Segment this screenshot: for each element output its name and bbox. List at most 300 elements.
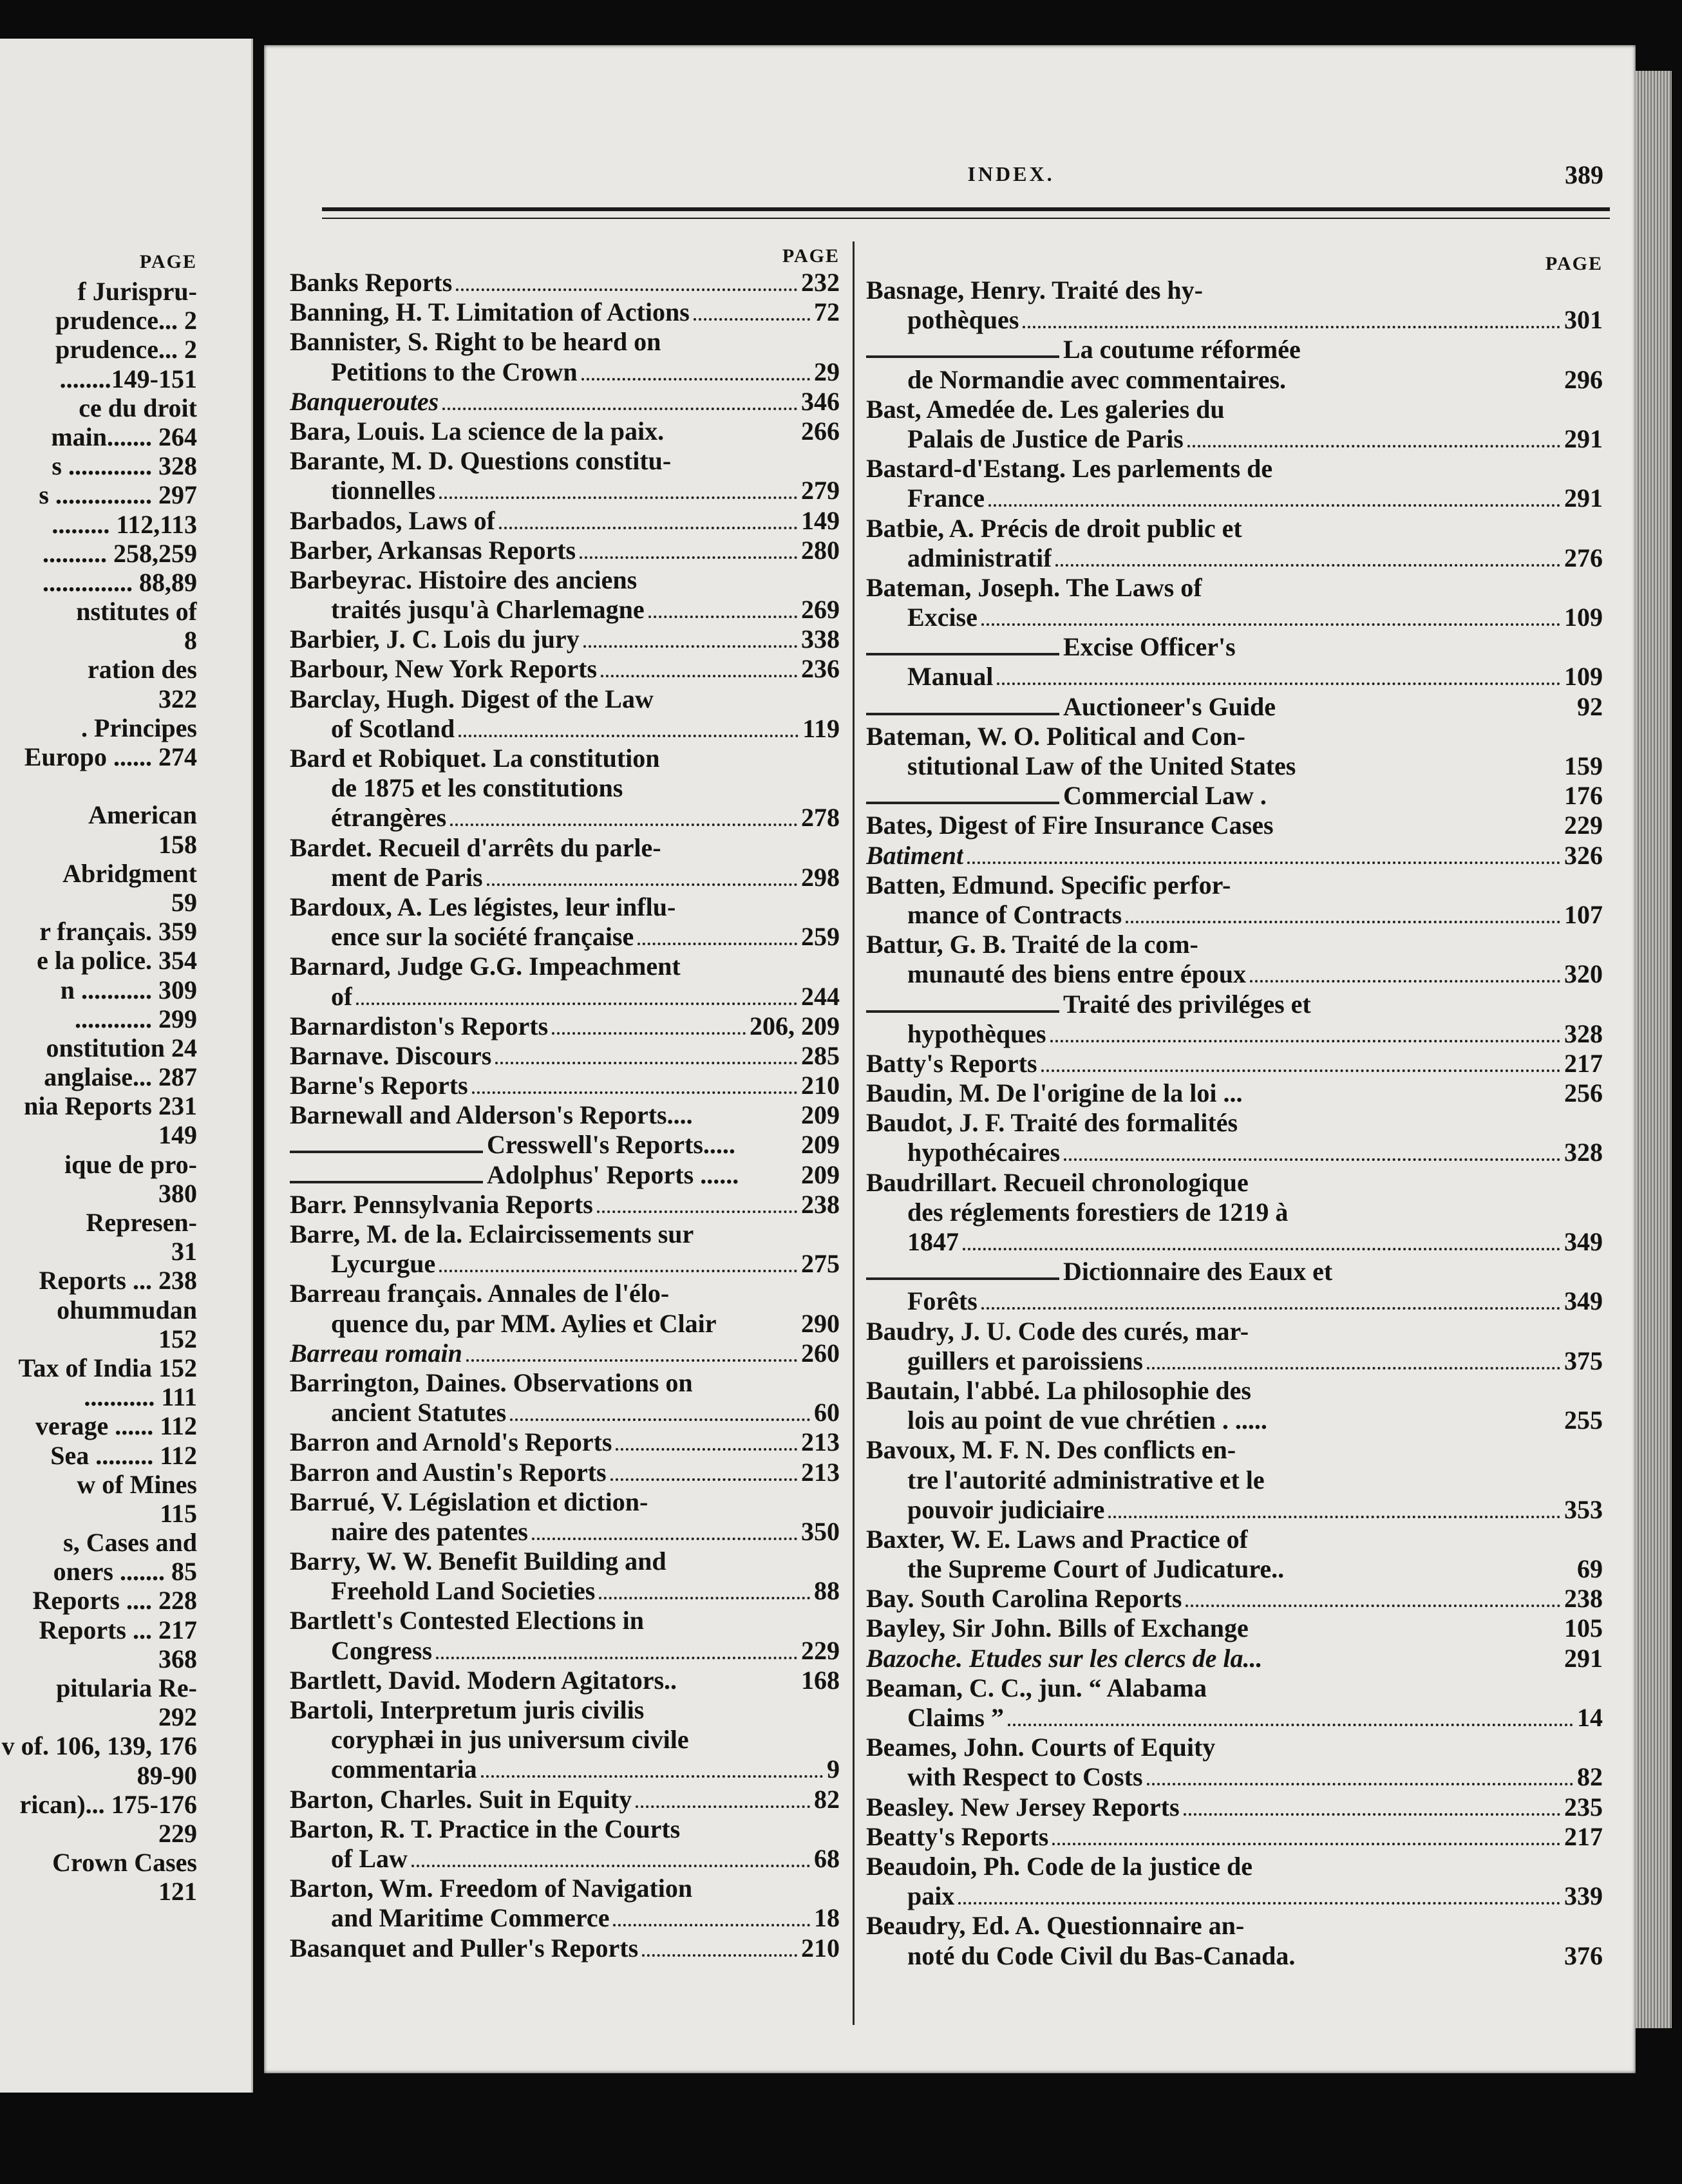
index-entry-line (866, 722, 1607, 751)
entry-text: pouvoir judiciaire (907, 1494, 1105, 1524)
left-page-line: ohummudan (57, 1295, 197, 1324)
index-entry (866, 930, 1607, 989)
left-page-line: 368 (158, 1644, 197, 1673)
index-entry-line (866, 632, 1607, 662)
index-entry (866, 1049, 1607, 1078)
index-entry-continuation (290, 1725, 844, 1755)
entry-text: Bay. South Carolina Reports (866, 1584, 1182, 1614)
column-page-label: PAGE (1545, 253, 1603, 274)
index-entry-continuation (866, 1406, 1607, 1435)
dot-leader (481, 1775, 823, 1778)
index-entry-continuation (290, 803, 844, 833)
index-entry-line (290, 1160, 844, 1190)
left-page-line: s ............. 328 (52, 451, 197, 481)
entry-text: Barnardiston's Reports (290, 1011, 549, 1040)
index-entry-line (866, 1376, 1607, 1406)
left-page-line: main....... 264 (51, 422, 197, 451)
index-entry (290, 1041, 844, 1071)
index-entry-line (290, 1934, 844, 1963)
index-entry-line (290, 1458, 844, 1487)
index-entry-line (290, 1368, 844, 1398)
entry-page-number: 235 (1564, 1792, 1603, 1822)
index-entry (866, 1822, 1607, 1852)
entry-text: tre l'autorité administrative et le (907, 1465, 1265, 1494)
entry-page-number: 278 (801, 803, 840, 833)
left-page-lines (0, 277, 197, 1906)
index-entry-continuation (290, 1755, 844, 1784)
index-entry (290, 1695, 844, 1785)
index-entry-line (866, 1168, 1607, 1198)
entry-text: de Normandie avec commentaires. (907, 364, 1287, 394)
index-entry-line (866, 1822, 1607, 1852)
dot-leader (495, 1062, 797, 1064)
dot-leader (997, 682, 1560, 685)
entry-text: Lycurgue (331, 1249, 436, 1279)
ditto-rule (290, 1181, 483, 1183)
dot-leader (1147, 1783, 1573, 1785)
dot-leader (356, 1003, 797, 1005)
left-page-line: 59 (171, 887, 197, 917)
index-entry-line (866, 1525, 1607, 1554)
entry-text: Banks Reports (290, 268, 453, 297)
index-entry-line (290, 1041, 844, 1071)
index-entry-line (866, 1317, 1607, 1346)
index-entry (866, 1168, 1607, 1257)
index-entry (866, 1733, 1607, 1792)
entry-page-number: 269 (801, 595, 840, 625)
index-entry-continuation (290, 922, 844, 952)
entry-text: Barclay, Hugh. Digest of the Law (290, 684, 654, 713)
entry-text: Basnage, Henry. Traité des hy- (866, 276, 1203, 305)
entry-text: Barron and Austin's Reports (290, 1457, 607, 1487)
left-page-line: prudence... 2 (55, 306, 197, 335)
left-page-line: v of. 106, 139, 176 (1, 1731, 197, 1761)
entry-text: Batty's Reports (866, 1048, 1037, 1078)
left-page-line: e la police. 354 (37, 946, 197, 975)
index-entry (866, 1614, 1607, 1643)
dot-leader (1184, 1813, 1560, 1816)
header-rule-thin (322, 218, 1610, 219)
left-page-line: s ............... 297 (39, 480, 197, 510)
index-entry-line (866, 1673, 1607, 1703)
ditto-rule (290, 1151, 483, 1153)
index-entry (290, 1190, 844, 1219)
dot-leader (580, 556, 797, 559)
entry-page-number: 217 (1564, 1822, 1603, 1851)
left-page-line: pitularia Re- (56, 1673, 197, 1702)
index-entry-line (290, 833, 844, 863)
entry-page-number: 276 (1564, 543, 1603, 572)
entry-text: coryphæi in jus universum civile (331, 1725, 689, 1755)
entry-page-number: 213 (801, 1427, 840, 1457)
index-entry (290, 1874, 844, 1933)
index-entry (290, 1785, 844, 1814)
index-entry-continuation (866, 1286, 1607, 1316)
left-page-line: Sea ......... 112 (50, 1440, 197, 1470)
index-entry (290, 833, 844, 892)
entry-text: Forêts (907, 1286, 978, 1316)
index-entry-line (290, 1487, 844, 1517)
entry-text: the Supreme Court of Judicature.. (907, 1554, 1285, 1584)
entry-text: Barry, W. W. Benefit Building and (290, 1547, 666, 1576)
index-entry-line (866, 1049, 1607, 1078)
entry-page-number: 320 (1564, 959, 1603, 989)
index-entry (866, 1673, 1607, 1733)
left-page-line: s, Cases and (63, 1528, 197, 1558)
index-entry-line (290, 1785, 844, 1814)
index-entry-continuation (866, 1019, 1607, 1049)
index-entry-continuation (866, 662, 1607, 692)
left-page-line: .............. 88,89 (43, 567, 197, 597)
index-entry (290, 417, 844, 446)
index-entry-continuation (866, 1138, 1607, 1167)
entry-text: Beaudry, Ed. A. Questionnaire an- (866, 1911, 1245, 1941)
entry-page-number: 301 (1564, 305, 1603, 335)
entry-text: Bartlett, David. Modern Agitators.. (290, 1665, 677, 1695)
index-entry (866, 781, 1607, 811)
entry-text: Barr. Pennsylvania Reports (290, 1189, 593, 1219)
dot-leader (636, 1805, 810, 1808)
index-entry (866, 692, 1607, 722)
left-page-line: Abridgment (62, 858, 197, 888)
left-page-line: ........149-151 (59, 364, 197, 393)
entry-text: Baudrillart. Recueil chronologique (866, 1167, 1249, 1197)
entry-page-number: 328 (1564, 1138, 1603, 1167)
left-page-line: ........... 111 (84, 1382, 197, 1412)
entry-text: Excise (907, 603, 978, 632)
dot-leader (532, 1538, 797, 1540)
index-entry (290, 1458, 844, 1487)
index-entry-continuation (866, 1762, 1607, 1792)
column-divider (853, 241, 855, 2025)
column-page-label: PAGE (782, 245, 840, 267)
index-entry (866, 1584, 1607, 1614)
entry-page-number: 339 (1564, 1881, 1603, 1911)
entry-text: Batiment (866, 840, 964, 870)
index-entry-line (290, 1547, 844, 1576)
dot-leader (442, 408, 797, 410)
entry-text: des réglements forestiers de 1219 à (907, 1197, 1289, 1227)
entry-page-number: 159 (1564, 751, 1603, 780)
index-entry-line (866, 1644, 1607, 1673)
entry-text: Bannister, S. Right to be heard on (290, 327, 661, 357)
index-entry (290, 1606, 844, 1665)
index-entry (290, 744, 844, 833)
index-entry-continuation (290, 714, 844, 744)
entry-page-number: 280 (801, 535, 840, 565)
entry-page-number: 210 (801, 1933, 840, 1963)
index-entry-continuation (866, 603, 1607, 632)
entry-text: Baudin, M. De l'origine de la loi ... (866, 1078, 1243, 1108)
left-page-line: 380 (158, 1178, 197, 1208)
index-entry (290, 446, 844, 505)
ditto-rule (866, 802, 1059, 804)
index-entry-line (866, 276, 1607, 305)
left-page-line: nia Reports 231 (24, 1091, 197, 1121)
index-entry-continuation (866, 484, 1607, 513)
index-entry (290, 327, 844, 386)
index-entry-line (866, 1614, 1607, 1643)
entry-text: ment de Paris (331, 862, 483, 892)
left-page-line: Crown Cases (52, 1848, 197, 1878)
left-page-line: Europo ...... 274 (24, 742, 197, 771)
left-page-line: f Jurispru- (77, 277, 197, 306)
dot-leader (1250, 980, 1560, 983)
left-page-line: r français. 359 (39, 917, 197, 946)
index-entry (866, 335, 1607, 394)
entry-text: France (907, 484, 985, 513)
entry-text: Barnave. Discours (290, 1040, 492, 1070)
entry-page-number: 338 (801, 625, 840, 654)
entry-page-number: 349 (1564, 1286, 1603, 1316)
entry-text: of Scotland (331, 713, 455, 743)
index-entry-line (866, 1852, 1607, 1881)
entry-text: lois au point de vue chrétien . ..... (907, 1406, 1267, 1435)
entry-text: Barbeyrac. Histoire des anciens (290, 565, 638, 594)
dot-leader (499, 527, 797, 529)
index-entry-line (290, 1814, 844, 1844)
index-entry-continuation (290, 1844, 844, 1874)
dot-leader (958, 1902, 1560, 1905)
entry-page-number: 209 (801, 1130, 840, 1160)
entry-page-number: 92 (1577, 692, 1603, 721)
entry-text: Barre, M. de la. Eclaircissements sur (290, 1219, 694, 1248)
index-entry-line (290, 1190, 844, 1219)
index-entry-continuation (866, 1941, 1607, 1971)
entry-page-number: 350 (801, 1516, 840, 1546)
index-entry (866, 1257, 1607, 1316)
entry-text: Palais de Justice de Paris (907, 424, 1184, 453)
index-entry-continuation (290, 476, 844, 505)
entry-text: Banqueroutes (290, 386, 439, 416)
left-page-line: . Principes (81, 713, 197, 742)
dot-leader (981, 623, 1560, 626)
index-entry-line (290, 1130, 844, 1160)
entry-text: 1847 (907, 1227, 959, 1256)
dot-leader (458, 735, 798, 737)
dot-leader (981, 1307, 1560, 1310)
index-entry-line (866, 454, 1607, 484)
entry-text: Bast, Amedée de. Les galeries du (866, 394, 1225, 424)
entry-text: Beatty's Reports (866, 1822, 1049, 1851)
entry-page-number: 210 (801, 1071, 840, 1100)
entry-text: de 1875 et les constitutions (331, 773, 623, 803)
index-entry (866, 632, 1607, 692)
entry-page-number: 9 (827, 1755, 840, 1784)
dot-leader (599, 1597, 810, 1599)
index-entry-line (866, 1257, 1607, 1286)
dot-leader (411, 1865, 810, 1867)
index-entry-line (290, 625, 844, 654)
entry-text: Barreau romain (290, 1338, 462, 1368)
dot-leader (436, 1657, 797, 1659)
dot-leader (1187, 445, 1560, 447)
index-entry-continuation (290, 1903, 844, 1933)
entry-text: Barton, Wm. Freedom of Navigation (290, 1874, 693, 1903)
left-page-line: 89-90 (137, 1760, 197, 1790)
entry-page-number: 353 (1564, 1494, 1603, 1524)
index-entry (290, 1427, 844, 1457)
left-page-line: .......... 258,259 (43, 538, 197, 568)
index-entry (866, 276, 1607, 335)
entry-page-number: 14 (1577, 1703, 1603, 1732)
entry-text: Bateman, W. O. Political and Con- (866, 721, 1245, 751)
entry-page-number: 176 (1564, 781, 1603, 811)
ditto-rule (866, 1010, 1059, 1013)
index-entry-continuation (866, 1881, 1607, 1911)
left-page-line: oners ....... 85 (53, 1557, 197, 1586)
dot-leader (1055, 564, 1560, 567)
index-entry-line (290, 1427, 844, 1457)
entry-text: Bardoux, A. Les légistes, leur influ- (290, 892, 676, 921)
left-page-line: nstitutes of (76, 597, 197, 626)
entry-text: of Law (331, 1843, 408, 1873)
index-entry-continuation (290, 1309, 844, 1339)
index-entry-continuation (290, 1576, 844, 1606)
entry-text: administratif (907, 543, 1052, 572)
entry-page-number: 285 (801, 1040, 840, 1070)
index-entry-line (866, 1435, 1607, 1465)
entry-text: Batbie, A. Précis de droit public et (866, 513, 1242, 543)
dot-leader (1052, 1843, 1560, 1845)
index-entry-line (290, 1012, 844, 1041)
left-page-line: w of Mines (77, 1469, 197, 1499)
index-entry (290, 952, 844, 1011)
left-page-line: prudence... 2 (55, 335, 197, 364)
entry-page-number: 375 (1564, 1346, 1603, 1375)
entry-text: Barron and Arnold's Reports (290, 1427, 612, 1457)
entry-page-number: 291 (1564, 424, 1603, 453)
entry-text: ence sur la société française (331, 922, 634, 952)
entry-text: Batten, Edmund. Specific perfor- (866, 870, 1231, 899)
entry-text: Barbados, Laws of (290, 505, 495, 535)
index-entry-line (290, 1695, 844, 1725)
left-page-line: 292 (158, 1702, 197, 1732)
index-entry (290, 625, 844, 654)
index-entry (290, 1160, 844, 1190)
dot-leader (1050, 1040, 1560, 1042)
entry-text: Battur, G. B. Traité de la com- (866, 930, 1198, 959)
index-entry-line (866, 1108, 1607, 1138)
entry-text: Bates, Digest of Fire Insurance Cases (866, 811, 1274, 840)
dot-leader (1186, 1605, 1560, 1607)
entry-page-number: 238 (801, 1189, 840, 1219)
left-page-line: Reports ... 217 (39, 1615, 197, 1644)
entry-page-number: 260 (801, 1338, 840, 1368)
entry-text: Barreau français. Annales de l'élo- (290, 1279, 670, 1308)
dot-leader (466, 1359, 797, 1362)
index-entry-line (866, 395, 1607, 424)
index-entry-line (290, 1606, 844, 1635)
entry-page-number: 259 (801, 922, 840, 952)
index-entry-line (290, 654, 844, 684)
dot-leader (616, 1448, 797, 1451)
index-entry (290, 268, 844, 297)
entry-page-number: 244 (801, 981, 840, 1011)
entry-text: pothèques (907, 305, 1019, 335)
index-entry (290, 1100, 844, 1130)
index-entry-line (866, 841, 1607, 871)
index-entry-continuation (866, 1227, 1607, 1257)
index-entry (866, 1078, 1607, 1108)
entry-text: Baxter, W. E. Laws and Practice of (866, 1524, 1248, 1554)
index-entry-continuation (290, 1517, 844, 1547)
index-entry-line (290, 744, 844, 773)
entry-page-number: 349 (1564, 1227, 1603, 1256)
entry-text: ancient Statutes (331, 1398, 507, 1427)
index-entry (866, 454, 1607, 513)
entry-page-number: 296 (1564, 364, 1603, 394)
entry-text: Barbour, New York Reports (290, 654, 598, 684)
dot-leader (597, 1210, 797, 1213)
left-page-line: Reports ... 238 (39, 1266, 197, 1295)
entry-text: Baudot, J. F. Traité des formalités (866, 1108, 1238, 1138)
entry-text: Bara, Louis. La science de la paix. (290, 416, 665, 446)
entry-text: Beaman, C. C., jun. “ Alabama (866, 1673, 1207, 1702)
index-entry-line (290, 297, 844, 327)
index-entry (290, 1487, 844, 1547)
dot-leader (472, 1091, 797, 1094)
entry-text: hypothécaires (907, 1138, 1061, 1167)
index-entry-continuation (866, 365, 1607, 395)
entry-text: Commercial Law . (1063, 781, 1267, 811)
index-entry-line (866, 990, 1607, 1019)
entry-text: commentaria (331, 1755, 477, 1784)
left-page-line: ration des (88, 655, 197, 684)
index-entry (290, 654, 844, 684)
index-entry (866, 1525, 1607, 1584)
entry-page-number: 60 (814, 1398, 840, 1427)
entry-text: Beasley. New Jersey Reports (866, 1792, 1180, 1822)
left-page-line: Represen- (86, 1208, 197, 1237)
entry-text: Bayley, Sir John. Bills of Exchange (866, 1614, 1249, 1643)
page-number: 389 (1565, 160, 1603, 189)
left-page-line: 121 (158, 1877, 197, 1906)
entry-page-number: 68 (814, 1843, 840, 1873)
left-page-line: ique de pro- (64, 1149, 197, 1179)
index-entry-line (866, 514, 1607, 543)
entry-text: Barante, M. D. Questions constitu- (290, 446, 672, 476)
left-page-line: 229 (158, 1818, 197, 1848)
entry-text: Auctioneer's Guide (1063, 692, 1276, 721)
index-entry (866, 1435, 1607, 1525)
entry-text: Baudry, J. U. Code des curés, mar- (866, 1316, 1249, 1346)
left-page-line: ............ 299 (75, 1004, 197, 1033)
index-entry-line (290, 1071, 844, 1100)
index-entry (866, 514, 1607, 573)
index-entry-continuation (866, 305, 1607, 335)
entry-page-number: 69 (1577, 1554, 1603, 1584)
dot-leader (1041, 1069, 1560, 1072)
index-entry-line (866, 811, 1607, 840)
left-page-line: American (88, 800, 197, 830)
entry-text: Barrué, V. Législation et diction- (290, 1487, 648, 1516)
entry-text: Barnewall and Alderson's Reports.... (290, 1100, 693, 1130)
entry-text: Bazoche. Etudes sur les clercs de la... (866, 1643, 1263, 1673)
dot-leader (439, 496, 797, 499)
dot-leader (450, 824, 797, 826)
entry-page-number: 149 (801, 505, 840, 535)
index-column-right (866, 252, 1607, 1971)
dot-leader (1008, 1724, 1573, 1726)
left-page-line: 158 (158, 829, 197, 859)
entry-page-number: 213 (801, 1457, 840, 1487)
entry-page-number: 255 (1564, 1406, 1603, 1435)
entry-text: and Maritime Commerce (331, 1903, 610, 1933)
left-facing-page (0, 39, 253, 2093)
index-entry (866, 573, 1607, 632)
entry-text: with Respect to Costs (907, 1762, 1143, 1792)
